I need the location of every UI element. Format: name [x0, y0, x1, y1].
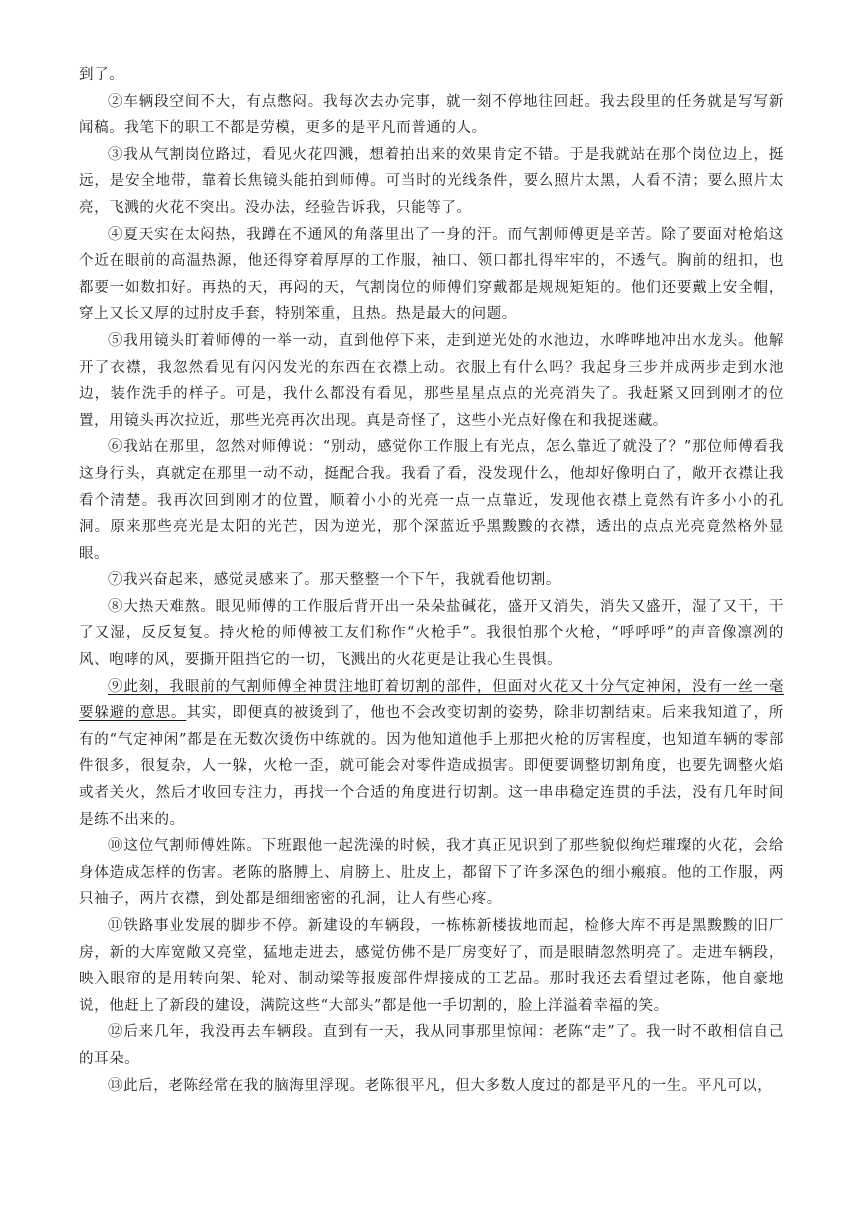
paragraph-4: ④夏天实在太闷热，我蹲在不通风的角落里出了一身的汗。而气割师傅更是辛苦。除了要面对枪焰这个近在眼前的高温热源，他还得穿着厚厚的工作服，袖口、领口都扎得牢牢的，不透气。胸前的纽扣，也都要一如数扣好。再热的天，再闷的天，气割岗位的师傅们穿戴都是规规矩矩的。他们还要戴上安全帽，穿上又长又厚的过肘皮手套，特别笨重，且热。热是最大的问题。 — [79, 226, 784, 323]
paragraph-3: ③我从气割岗位路过，看见火花四溅，想着拍出来的效果肯定不错。于是我就站在那个岗位边上，挺远，是安全地带，靠着长焦镜头能拍到师傅。可当时的光线条件，要么照片太黑，人看不清；要么照片太亮，飞溅的火花不突出。没办法，经验告诉我，只能等了。 — [79, 146, 784, 216]
underlined-sentence: ⑨此刻，我眼前的气割师傅全神贯注地盯着切割的部件，但面对火花又十分气定神闲，没有一丝一毫要躲避的意思。 — [79, 678, 784, 722]
paragraph-12: ⑫后来几年，我没再去车辆段。直到有一天，我从同事那里惊闻：老陈“走”了。我一时不敢相信自己的耳朵。 — [79, 1024, 784, 1067]
paragraph-8: ⑧大热天难熬。眼见师傅的工作服后背开出一朵朵盐碱花，盛开又消失，消失又盛开，湿了又干，干了又湿，反反复复。持火枪的师傅被工友们称作“火枪手”。我很怕那个火枪，“呼呼呼”的声音像凛冽的风、咆哮的风，要撕开阻挡它的一切，飞溅出的火花更是让我心生畏惧。 — [79, 598, 784, 669]
paragraph-13: ⑬此后，老陈经常在我的脑海里浮现。老陈很平凡，但大多数人度过的都是平凡的一生。平凡可以， — [108, 1077, 773, 1094]
paragraph-11: ⑪铁路事业发展的脚步不停。新建设的车辆段，一栋栋新楼拔地而起，检修大库不再是黑黢黢的旧厂房，新的大库宽敞又亮堂，猛地走进去，感觉仿佛不是厂房变好了，而是眼睛忽然明亮了。走进车辆段，映入眼帘的是用转向架、轮对、制动梁等报废部件焊接成的工艺品。那时我还去看望过老陈，他自豪地说，他赶上了新段的建设，满院这些“大部头”都是他一手切割的，脸上洋溢着幸福的笑。 — [79, 918, 784, 1014]
document-page — [79, 62, 784, 1099]
paragraph-5: ⑤我用镜头盯着师傅的一举一动，直到他停下来，走到逆光处的水池边，水哗哗地冲出水龙头。他解开了衣襟，我忽然看见有闪闪发光的东西在衣襟上动。衣服上有什么吗？我起身三步并成两步走到水池边，装作洗手的样子。可是，我什么都没有看见，那些星星点点的光亮消失了。我赶紧又回到刚才的位置，用镜头再次拉近，那些光亮再次出现。真是奇怪了，这些小光点好像在和我捉迷藏。 — [79, 332, 784, 429]
paragraph-6: ⑥我站在那里，忽然对师傅说：“别动，感觉你工作服上有光点，怎么靠近了就没了？”那位师傅看我这身行头，真就定在那里一动不动，挺配合我。我看了看，没发现什么，他却好像明白了，敞开衣襟让我看个清楚。我再次回到刚才的位置，顺着小小的光亮一点一点靠近，发现他衣襟上竟然有许多小小的孔洞。原来那些亮光是太阳的光芒，因为逆光，那个深蓝近乎黑黢黢的衣襟，透出的点点光亮竟然格外显眼。 — [79, 439, 784, 562]
paragraph-9-rest: 其实，即便真的被烫到了，他也不会改变切割的姿势，除非切割结束。后来我知道了，所有的“气定神闲”都是在无数次烫伤中练就的。因为他知道他手上那把火枪的厉害程度，也知道车辆的零部件很多，很复杂，人一躲，火枪一歪，就可能会对零件造成损害。即便要调整切割角度，也要先调整火焰或者关火，然后才收回专注力，再找一个合适的角度进行切割。这一串串稳定连贯的手法，没有几年时间是练不出来的。 — [79, 705, 784, 828]
paragraph-1: 到了。 — [79, 67, 125, 83]
paragraph-7: ⑦我兴奋起来，感觉灵感来了。那天整整一个下午，我就看他切割。 — [108, 572, 561, 589]
paragraph-2: ②车辆段空间不大，有点憋闷。我每次去办完事，就一刻不停地往回赶。我去段里的任务就是写写新闻稿。我笔下的职工不都是劳模，更多的是平凡而普通的人。 — [79, 93, 784, 137]
paragraph-9 — [79, 674, 784, 834]
paragraph-10: ⑩这位气割师傅姓陈。下班跟他一起洗澡的时候，我才真正见识到了那些貌似绚烂璀璨的火花，会给身体造成怎样的伤害。老陈的胳膊上、肩膀上、肚皮上，都留下了许多深色的细小瘢痕。他的工作服，两只袖子，两片衣襟，到处都是细细密密的孔洞，让人有些心疼。 — [79, 838, 784, 908]
